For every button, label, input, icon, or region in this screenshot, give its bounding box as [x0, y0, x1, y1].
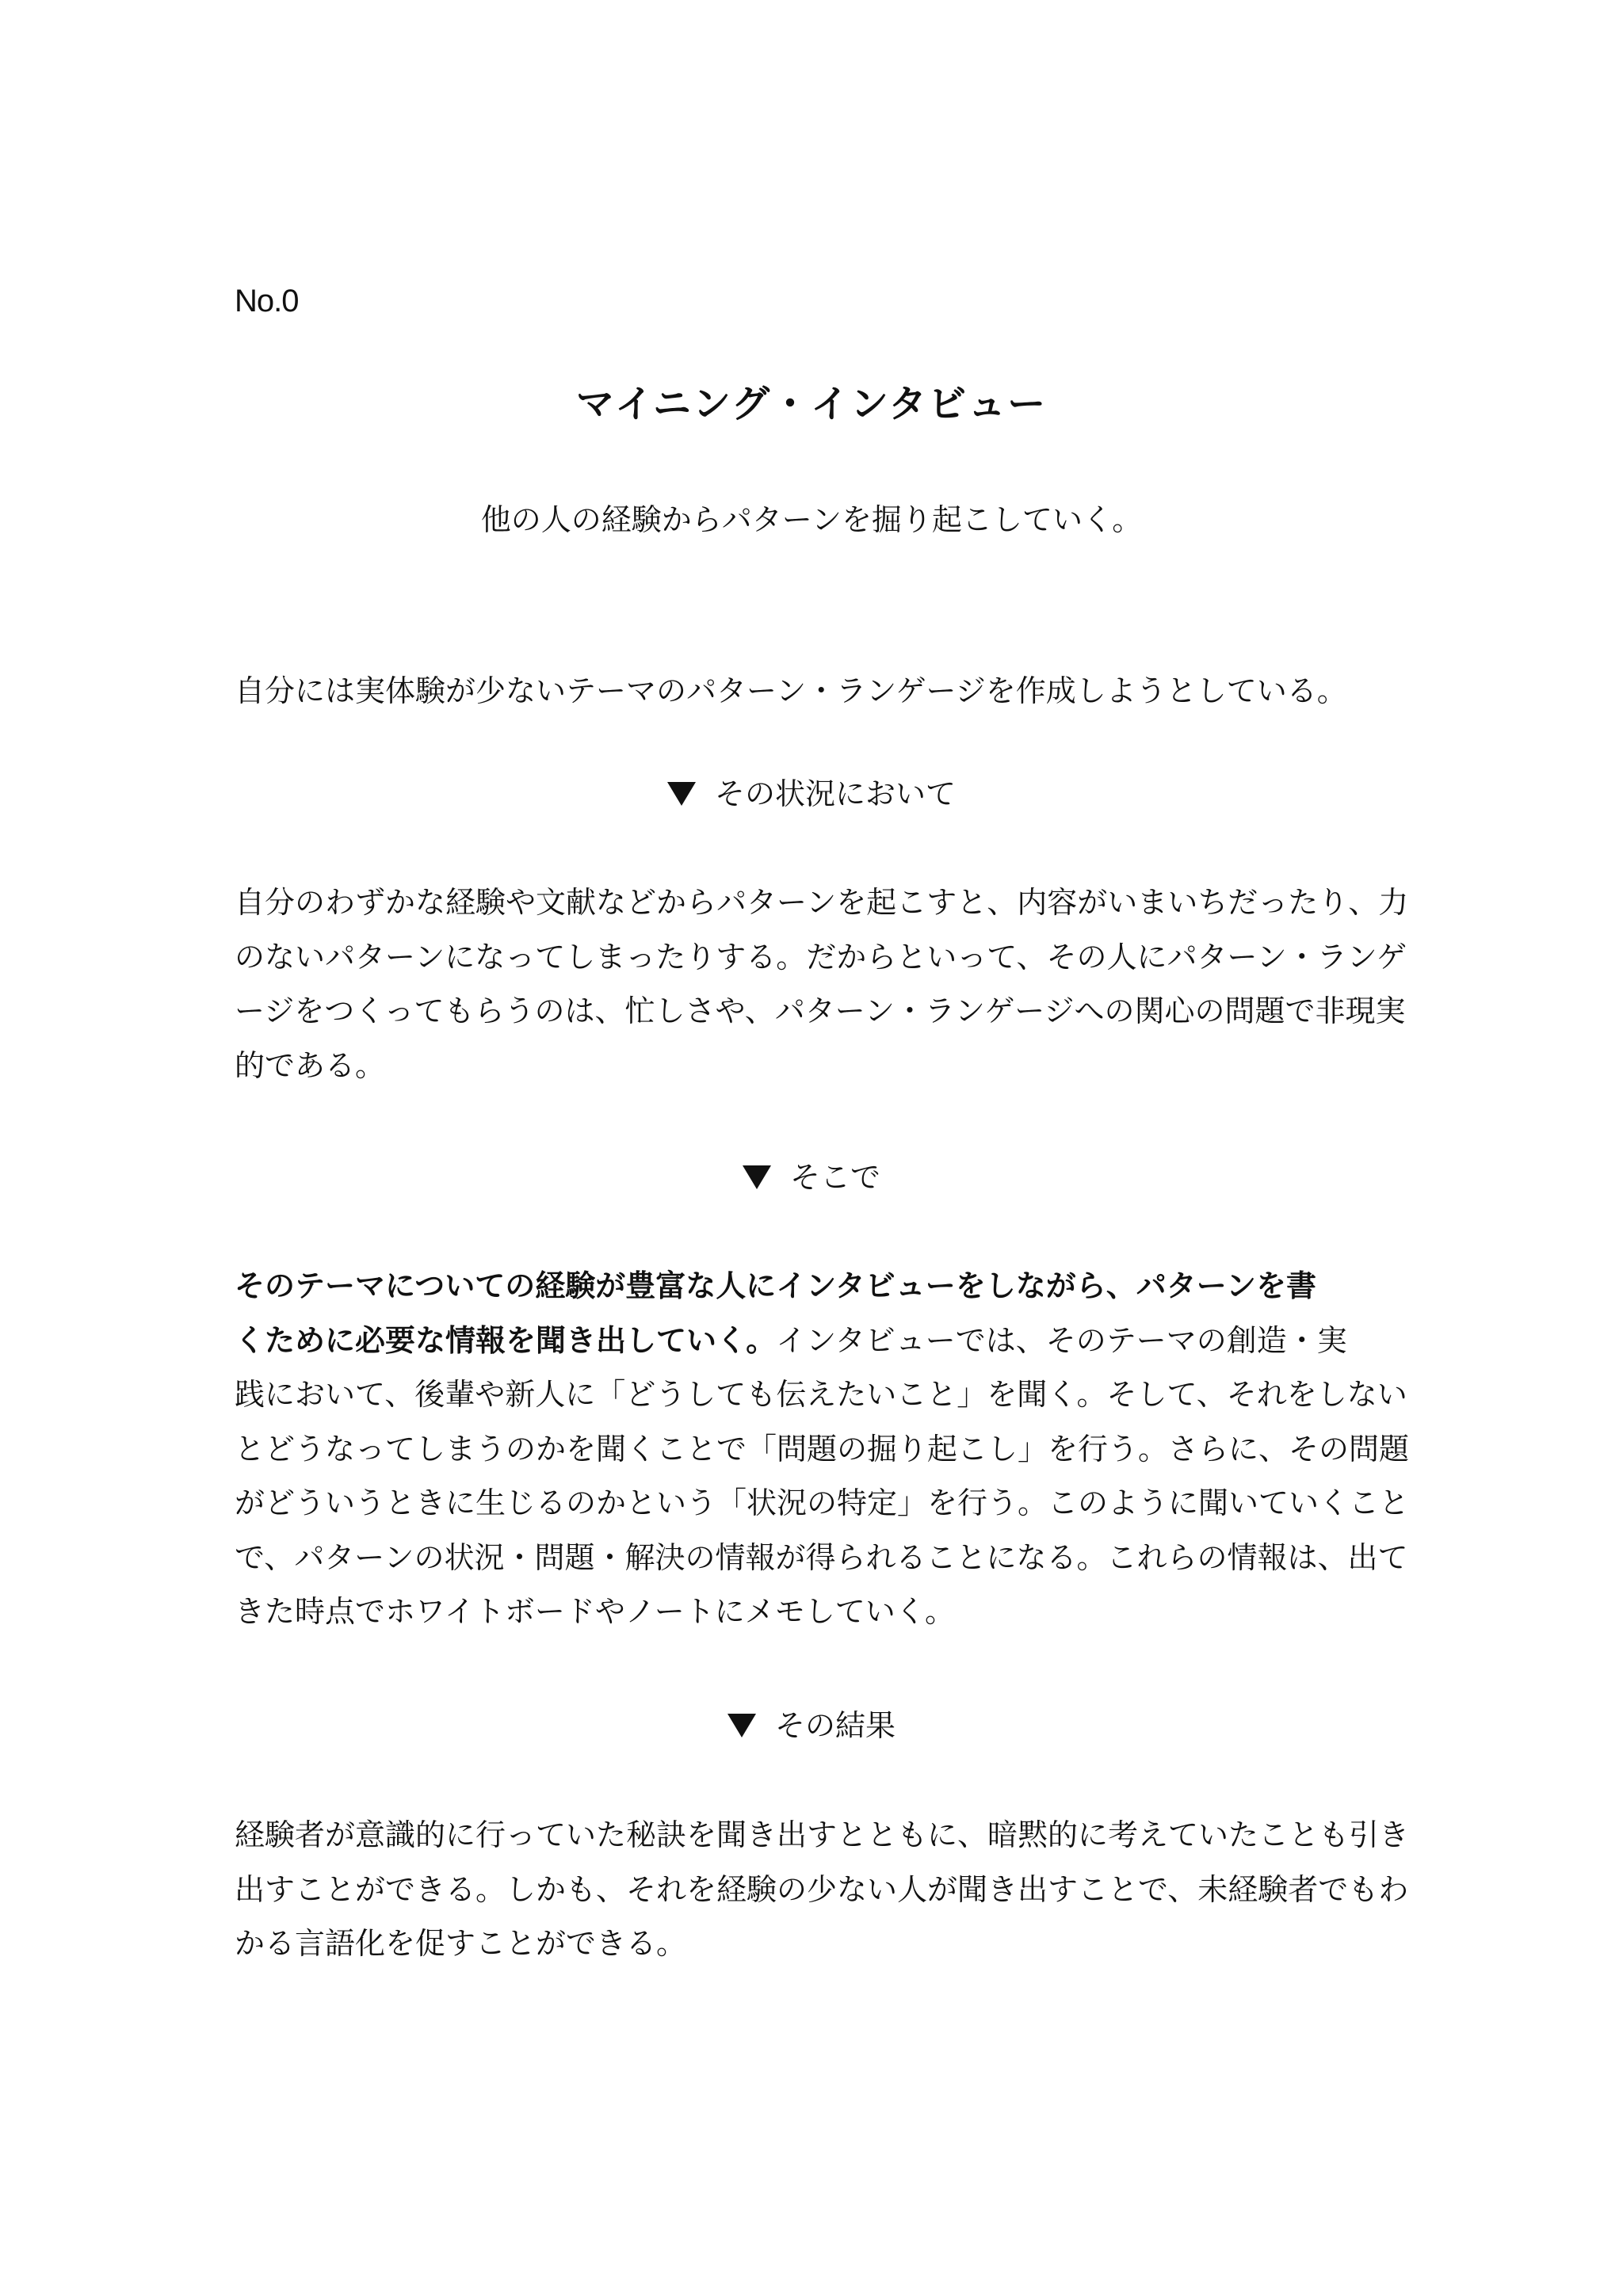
- result-paragraph: [235, 1808, 1410, 1971]
- result-line: かる言語化を促すことができる。: [235, 1926, 687, 1961]
- result-heading-label: その結果: [774, 1708, 896, 1743]
- solution-line: がどういうときに生じるのかという「状況の特定」を行う。このように聞いていくこと: [235, 1486, 1410, 1520]
- result-heading: [0, 1703, 1623, 1748]
- solution-line: きた時点でホワイトボードやノートにメモしていく。: [235, 1594, 955, 1629]
- context-line: 自分には実体験が少ないテーマのパターン・ランゲージを作成しようとしている。: [235, 673, 1347, 708]
- solution-paragraph: [235, 1259, 1410, 1639]
- problem-line: ージをつくってもらうのは、忙しさや、パターン・ランゲージへの関心の問題で非現実: [235, 994, 1406, 1028]
- context-paragraph: [235, 664, 1393, 719]
- solution-line-text: インタビューでは、そのテーマの創造・実: [776, 1322, 1347, 1358]
- solution-line-bold: くために必要な情報を聞き出していく。: [235, 1322, 777, 1358]
- problem-line: 自分のわずかな経験や文献などからパターンを起こすと、内容がいまいちだったり、力: [235, 885, 1409, 920]
- down-triangle-icon: [743, 1165, 771, 1189]
- solution-heading: [0, 1155, 1623, 1199]
- problem-heading: [0, 772, 1623, 816]
- problem-heading-label: その状況において: [714, 776, 956, 811]
- pattern-subtitle: 他の人の経験からパターンを掘り起こしていく。: [480, 502, 1143, 537]
- down-triangle-icon: [667, 782, 696, 806]
- solution-line-bold: そのテーマについての経験が豊富な人にインタビューをしながら、パターンを書: [235, 1268, 1316, 1303]
- problem-line: 的である。: [235, 1047, 386, 1083]
- result-line: 経験者が意識的に行っていた秘訣を聞き出すとともに、暗黙的に考えていたことも引き: [235, 1817, 1410, 1852]
- page-number: No.0: [235, 284, 299, 318]
- solution-line: で、パターンの状況・問題・解決の情報が得られることになる。これらの情報は、出て: [235, 1539, 1408, 1575]
- solution-line: とどうなってしまうのかを聞くことで「問題の掘り起こし」を行う。さらに、その問題: [235, 1431, 1410, 1466]
- problem-paragraph: [235, 875, 1409, 1093]
- down-triangle-icon: [727, 1714, 756, 1737]
- solution-line: 践において、後輩や新人に「どうしても伝えたいこと」を聞く。そして、それをしない: [235, 1377, 1407, 1412]
- problem-line: のないパターンになってしまったりする。だからといって、その人にパターン・ランゲ: [235, 939, 1407, 974]
- pattern-title: マイニング・インタビュー: [575, 382, 1048, 426]
- result-line: 出すことができる。しかも、それを経験の少ない人が聞き出すことで、未経験者でもわ: [235, 1871, 1409, 1907]
- solution-heading-label: そこで: [789, 1160, 880, 1195]
